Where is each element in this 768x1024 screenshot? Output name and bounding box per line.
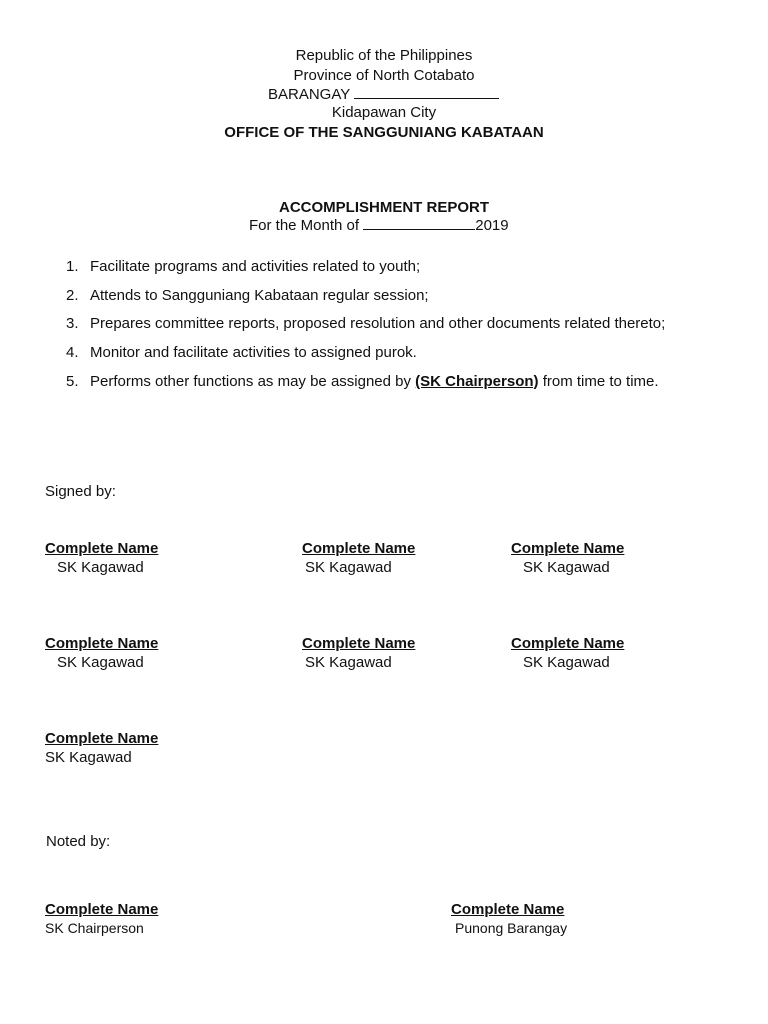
signatory-name: Complete Name bbox=[302, 635, 416, 652]
list-text: Prepares committee reports, proposed resolution and other documents related thereto; bbox=[90, 315, 666, 333]
signatory-role: SK Kagawad bbox=[305, 654, 392, 671]
list-number: 5. bbox=[66, 372, 79, 390]
noted-by-label: Noted by: bbox=[46, 833, 111, 850]
signatory-role: SK Kagawad bbox=[45, 749, 132, 766]
list-item bbox=[66, 310, 710, 339]
signatory-name: Complete Name bbox=[45, 635, 159, 652]
header-republic: Republic of the Philippines bbox=[295, 47, 473, 64]
noted-name: Complete Name bbox=[45, 901, 159, 918]
list-item bbox=[66, 282, 710, 311]
signatory-role: SK Kagawad bbox=[57, 654, 144, 671]
signatory-role: SK Kagawad bbox=[57, 559, 144, 576]
list-text-before: Performs other functions as may be assigned by bbox=[90, 372, 411, 390]
duties-list bbox=[66, 253, 710, 397]
signatory-role: SK Kagawad bbox=[305, 559, 392, 576]
list-text: Monitor and facilitate activities to assigned purok. bbox=[90, 344, 417, 362]
month-year: 2019 bbox=[475, 217, 509, 234]
header-province: Province of North Cotabato bbox=[293, 67, 475, 84]
list-number: 1. bbox=[66, 258, 79, 275]
month-prefix: For the Month of bbox=[249, 217, 360, 234]
list-item bbox=[66, 339, 710, 368]
signatory-name: Complete Name bbox=[302, 540, 416, 557]
list-number: 4. bbox=[66, 344, 79, 362]
report-month-line bbox=[249, 216, 509, 235]
list-text: Attends to Sangguniang Kabataan regular session; bbox=[90, 286, 429, 304]
barangay-label: BARANGAY bbox=[268, 86, 350, 103]
sk-chairperson-emphasis: (SK Chairperson) bbox=[415, 372, 539, 390]
barangay-blank-line bbox=[354, 85, 499, 99]
header-barangay bbox=[268, 85, 499, 104]
signatory-name: Complete Name bbox=[45, 540, 159, 557]
list-text-after: from time to time. bbox=[542, 372, 659, 390]
noted-role: SK Chairperson bbox=[45, 920, 144, 936]
signed-by-label: Signed by: bbox=[45, 483, 116, 500]
list-number: 2. bbox=[66, 286, 79, 304]
signatory-name: Complete Name bbox=[511, 635, 625, 652]
list-number: 3. bbox=[66, 315, 79, 333]
signatory-name: Complete Name bbox=[511, 540, 625, 557]
signatory-name: Complete Name bbox=[45, 730, 159, 747]
report-title: ACCOMPLISHMENT REPORT bbox=[279, 199, 489, 216]
header-office: OFFICE OF THE SANGGUNIANG KABATAAN bbox=[224, 124, 544, 141]
list-item bbox=[66, 253, 710, 282]
header-city: Kidapawan City bbox=[331, 104, 437, 121]
list-item bbox=[66, 368, 710, 397]
signatory-role: SK Kagawad bbox=[523, 559, 610, 576]
noted-role: Punong Barangay bbox=[455, 920, 568, 936]
signatory-role: SK Kagawad bbox=[523, 654, 610, 671]
list-text: Facilitate programs and activities related to youth; bbox=[90, 258, 421, 275]
month-blank-line bbox=[363, 216, 475, 230]
noted-name: Complete Name bbox=[451, 901, 565, 918]
